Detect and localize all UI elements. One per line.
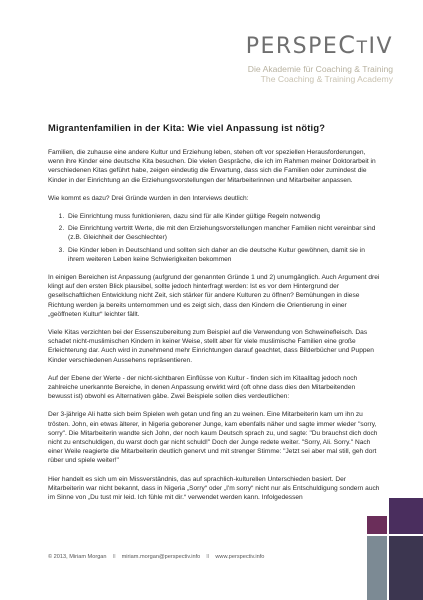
- list-item: 3. Die Kinder leben in Deutschland und sollten sich daher an die deutsche Kultur gewöhnen, damit sie in ihrem weiteren Leben keine Schwierigkeiten bekommen: [66, 246, 380, 264]
- logo: [245, 31, 393, 84]
- paragraph: Der 3-jährige Ali hatte sich beim Spielen weh getan und fing an zu weinen. Eine Mitarbeiterin kam um ihn zu trösten. John, ein etwas älterer, in Nigeria geborener Junge, kam ebenfalls näher und sagte immer wieder "sorry, sorry". Die Mitarbeiterin wandte sich John, der noch kaum Deutsch sprach zu, und sagte: "Du brauchst dich doch nicht zu entschuldigen, du warst doch gar nicht schuld!" Doch der Junge redete weiter. "Sorry, Ali. Sorry." Nach einer Weile reagierte die Mitarbeiterin deutlich genervt und mit strenger Stimme: "Jetzt sei aber mal still, geh dort rüber und spiele weiter!": [48, 411, 378, 465]
- footer-separator: II: [112, 554, 116, 560]
- footer-separator: II: [206, 554, 210, 560]
- paragraph: Hier handelt es sich um ein Missverständnis, das auf sprachlich-kulturellen Unterschieden basiert. Der Mitarbeiterin war nicht bekannt, dass in Nigeria „Sorry“ oder „I'm sorry“ nicht nur als Entschuldigung sondern auch im Sinne von „Du tust mir leid. Ich fühle mit dir.“ verwendet werden kann. Infolgedessen: [48, 475, 380, 502]
- reasons-list: [48, 212, 380, 264]
- logo-text-main: PERSPE: [245, 34, 339, 59]
- list-item: 1. Die Einrichtung muss funktionieren, dazu sind für alle Kinder gültige Regeln notwendig: [66, 212, 380, 221]
- paragraph: Familien, die zuhause eine andere Kultur und Erziehung leben, stehen oft vor speziellen Herausforderungen, wenn ihre Kinder eine deutsche Kita besuchen. Die vielen Gespräche, die ich im Rahmen meiner Doktorarbeit in verschiedenen Kitas geführt habe, zeigen eindeutig die Erwartung, dass sich die Familien oder zumindest die Kinder in der Einrichtung an die Erziehungsvorstellungen der Mitarbeiterinnen und Mitarbeiter anpassen.: [48, 149, 376, 184]
- footer: [48, 554, 264, 560]
- logo-wordmark: [245, 31, 393, 59]
- decorative-block: [367, 516, 387, 534]
- logo-text-t: T: [356, 38, 369, 58]
- paragraph: Viele Kitas verzichten bei der Essenszubereitung zum Beispiel auf die Verwendung von Schweinefleisch. Das schadet nicht-muslimischen Kindern in keiner Weise, stellt aber für viele muslimische Familien eine große Erleichterung dar. Auch wird in zunehmend mehr Einrichtungen darauf geachtet, dass Bilderbücher und Puppen Kinder verschiedenen Aussehens repräsentieren.: [48, 329, 374, 364]
- tagline-german: Die Akademie für Coaching & Training: [247, 64, 393, 74]
- footer-copyright: © 2013, Miriam Morgan: [48, 554, 107, 560]
- decorative-block: [367, 536, 387, 600]
- paragraph: Wie kommt es dazu? Drei Gründe wurden in den Interviews deutlich:: [48, 194, 249, 202]
- document-title: Migrantenfamilien in der Kita: Wie viel Anpassung ist nötig?: [48, 123, 326, 133]
- paragraph: Auf der Ebene der Werte - der nicht-sichtbaren Einflüsse von Kultur - finden sich im Kitaalltag jedoch noch zahlreiche unerkannte Bereiche, in denen Anpassung erwirkt wird (oft ohne dass dies den Mitarbeitenden bewusst ist) obwohl es Alternativen gäbe. Zwei Beispiele sollen dies verdeutlichen:: [48, 374, 358, 401]
- paragraph: In einigen Bereichen ist Anpassung (aufgrund der genannten Gründe 1 und 2) unumgänglich. Auch Argument drei klingt auf den ersten Blick plausibel, sollte jedoch hinterfragt werden: Ist es vor dem Hintergrund der gesellschaftlichen Entwicklung nicht Zeit, sich stärker für andere Kulturen zu öffnen? Bemühungen in diese Richtung werden ja bereits unternommen und es zeigt sich, dass den Kindern die Orientierung in einer „geöffneten Kultur“ leichter fällt.: [48, 274, 380, 318]
- decorative-block: [389, 536, 423, 600]
- tagline-english: The Coaching & Training Academy: [260, 74, 393, 84]
- decorative-block: [389, 498, 423, 534]
- footer-email[interactable]: miriam.morgan@perspectiv.info: [121, 554, 201, 560]
- logo-text-rest: IV: [368, 34, 393, 59]
- footer-website[interactable]: www.perspectiv.info: [215, 554, 265, 560]
- document-body: [48, 148, 380, 511]
- logo-text-c: C: [338, 31, 357, 59]
- list-item: 2. Die Einrichtung vertritt Werte, die mit den Erziehungsvorstellungen mancher Familien nicht vereinbar sind (z.B. Gleichheit der Geschlechter): [66, 224, 380, 242]
